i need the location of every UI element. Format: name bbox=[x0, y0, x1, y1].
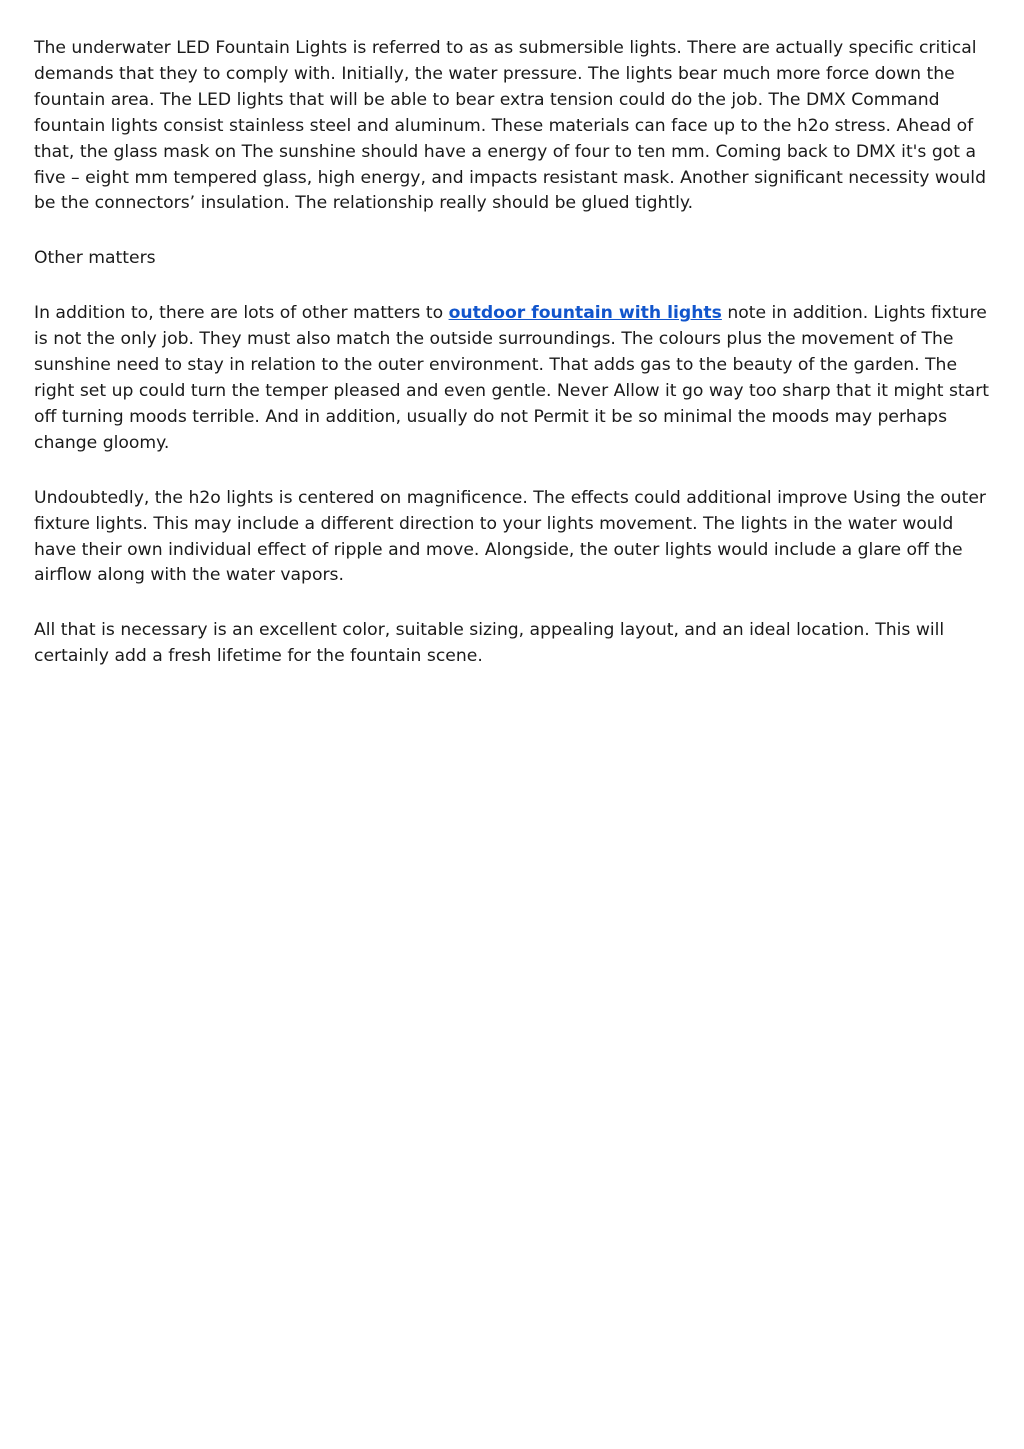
outdoor-fountain-link[interactable]: outdoor fountain with lights bbox=[448, 303, 722, 324]
paragraph-water-pressure: The underwater LED Fountain Lights is referred to as as submersible lights. There are actually specific critical demands that they to comply with. Initially, the water pressure. The lights bear much more force down the fountain area. The LED lights that will be able to bear extra tension could do the job. The DMX Command fountain lights consist stainless steel and aluminum. These materials can face up to the h2o stress. Ahead of that, the glass mask on The sunshine should have a energy of four to ten mm. Coming back to DMX it's got a five – eight mm tempered glass, high energy, and impacts resistant mask. Another significant necessity would be the connectors’ insulation. The relationship really should be glued tightly. bbox=[34, 38, 986, 214]
section-heading-other-matters: Other matters bbox=[34, 248, 156, 269]
paragraph-conclusion: All that is necessary is an excellent color, suitable sizing, appealing layout, and an ideal location. This will certainly add a fresh lifetime for the fountain scene. bbox=[34, 620, 945, 667]
paragraph-text-before-link: In addition to, there are lots of other matters to bbox=[34, 303, 449, 324]
paragraph-text-after-link: note in addition. Lights fixture is not the only job. They must also match the outside surroundings. The colours plus the movement of The sunshine need to stay in relation to the outer environment. That adds gas to the beauty of the garden. The right set up could turn the temper pleased and even gentle. Never Allow it go way too sharp that it might start off turning moods terrible. And in addition, usually do not Permit it be so minimal the moods may perhaps change gloomy. bbox=[34, 303, 990, 453]
paragraph-magnificence: Undoubtedly, the h2o lights is centered on magnificence. The effects could additional improve Using the outer fixture lights. This may include a different direction to your lights movement. The lights in the water would have their own individual effect of ripple and move. Alongside, the outer lights would include a glare off the airflow along with the water vapors. bbox=[34, 487, 987, 586]
paragraph-other-matters bbox=[34, 301, 990, 456]
document-body bbox=[34, 36, 990, 699]
